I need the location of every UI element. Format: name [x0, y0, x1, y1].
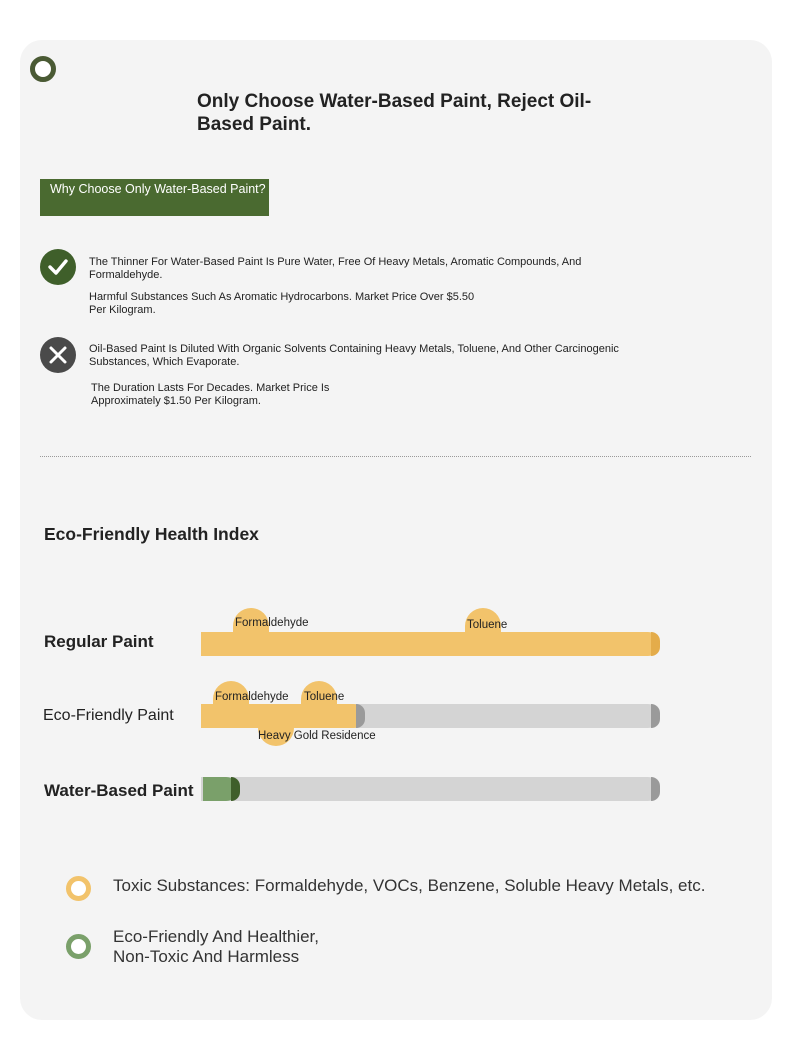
row-label-regular-paint: Regular Paint: [44, 632, 154, 651]
corner-ring-decoration: [30, 56, 56, 82]
page-title: Only Choose Water-Based Paint, Reject Oil-Based Paint.: [197, 91, 592, 135]
legend-toxic-text: Toxic Substances: Formaldehyde, VOCs, Benzene, Soluble Heavy Metals, etc.: [113, 876, 706, 895]
label-toluene-regular: Toluene: [467, 619, 508, 631]
label-formaldehyde-regular: Formaldehyde: [235, 617, 309, 629]
legend-eco-line2: Non-Toxic And Harmless: [113, 947, 300, 966]
fill-eco-friendly-paint: [201, 704, 365, 728]
x-icon: [40, 337, 76, 373]
track-water-based-paint: [201, 777, 660, 801]
label-heavy-gold-residence: Heavy Gold Residence: [258, 730, 376, 742]
label-formaldehyde-eco: Formaldehyde: [215, 691, 289, 703]
legend-eco-ring-icon: [66, 934, 91, 959]
check-icon: [40, 249, 76, 285]
legend-eco-line1: Eco-Friendly And Healthier,: [113, 927, 319, 946]
label-toluene-eco: Toluene: [304, 691, 345, 703]
water-thinner-text: The Thinner For Water-Based Paint Is Pure Water, Free Of Heavy Metals, Aromatic Compounds, And Formaldehyde.: [89, 256, 582, 281]
row-label-water-based-paint: Water-Based Paint: [44, 781, 194, 800]
section-divider: [40, 456, 751, 457]
oil-price-text: The Duration Lasts For Decades. Market Price Is Approximately $1.50 Per Kilogram.: [91, 382, 330, 407]
legend-toxic-ring-icon: [66, 876, 91, 901]
water-price-text: Harmful Substances Such As Aromatic Hydrocarbons. Market Price Over $5.50 Per Kilogram.: [89, 291, 475, 316]
index-title: Eco-Friendly Health Index: [44, 524, 259, 544]
track-regular-paint: [201, 632, 660, 656]
oil-solvent-text: Oil-Based Paint Is Diluted With Organic Solvents Containing Heavy Metals, Toluene, And Other Carcinogenic Substances, Which Evaporate.: [89, 343, 619, 368]
row-label-eco-friendly-paint: Eco-Friendly Paint: [43, 707, 174, 724]
why-choose-tag: Why Choose Only Water-Based Paint?: [40, 179, 269, 216]
